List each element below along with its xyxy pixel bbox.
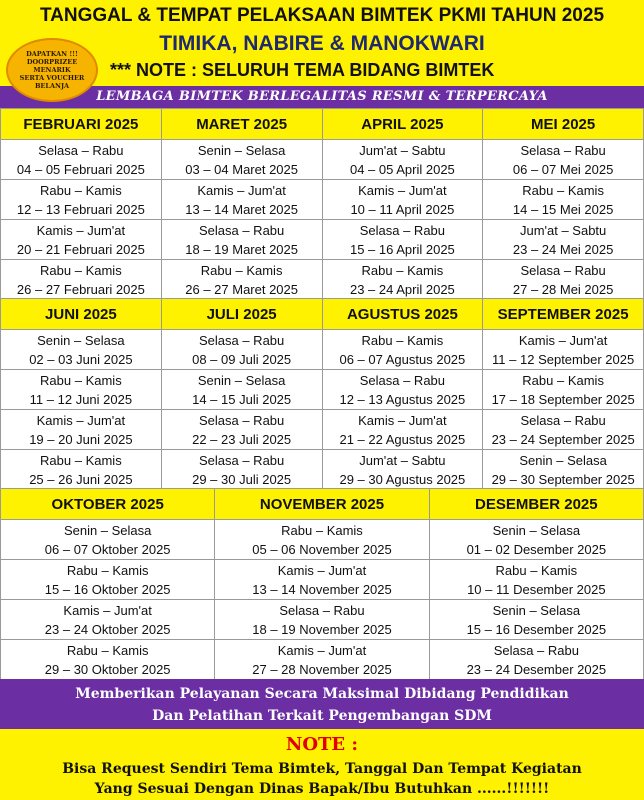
schedule-cell [483, 260, 644, 300]
slot-dates: 10 – 11 April 2025 [350, 201, 455, 217]
slot-days: Selasa – Rabu [520, 262, 606, 278]
month-header: SEPTEMBER 2025 [483, 299, 644, 330]
schedule-cell [322, 330, 483, 370]
slot-dates: 21 – 22 Agustus 2025 [339, 431, 466, 447]
schedule-cell [161, 260, 322, 300]
slot-dates: 29 – 30 September 2025 [491, 471, 635, 487]
slot-dates: 18 – 19 November 2025 [252, 621, 392, 637]
slot-days: Selasa – Rabu [520, 142, 606, 158]
locations-title: TIMIKA, NABIRE & MANOKWARI [159, 32, 485, 55]
schedule-cell [161, 410, 322, 450]
schedule-cell [483, 180, 644, 220]
theme-note: *** NOTE : SELURUH TEMA BIDANG BIMTEK [110, 60, 495, 80]
slot-dates: 06 – 07 Agustus 2025 [339, 351, 466, 367]
slot-days: Kamis – Jum'at [358, 182, 447, 198]
table-row [1, 640, 644, 680]
schedule-cell [161, 330, 322, 370]
month-header: NOVEMBER 2025 [215, 489, 429, 520]
schedule-cell [1, 560, 215, 600]
slot-dates: 03 – 04 Maret 2025 [185, 161, 298, 177]
month-header: DESEMBER 2025 [429, 489, 643, 520]
slot-days: Selasa – Rabu [520, 412, 606, 428]
schedule-cell [161, 140, 322, 180]
slot-dates: 08 – 09 Juli 2025 [192, 351, 292, 367]
slot-dates: 04 – 05 Februari 2025 [16, 161, 145, 177]
slot-dates: 11 – 12 Juni 2025 [29, 391, 133, 407]
slot-days: Rabu – Kamis [66, 642, 149, 658]
schedule-cell [1, 260, 162, 300]
schedule-cell [322, 140, 483, 180]
slot-days: Kamis – Jum'at [277, 562, 367, 578]
month-header: JUNI 2025 [1, 299, 162, 330]
schedule-cell [215, 640, 429, 680]
slot-dates: 01 – 02 Desember 2025 [466, 541, 607, 557]
schedule-cell [161, 370, 322, 410]
slot-dates: 15 – 16 Desember 2025 [466, 621, 607, 637]
schedule-cell [483, 410, 644, 450]
slot-dates: 12 – 13 Agustus 2025 [339, 391, 466, 407]
month-header: AGUSTUS 2025 [322, 299, 483, 330]
note-text [0, 759, 644, 799]
badge-line: BELANJA [34, 82, 70, 90]
slot-days: Rabu – Kamis [40, 182, 122, 198]
slot-days: Selasa – Rabu [279, 602, 365, 618]
table-row [1, 140, 644, 180]
slot-days: Rabu – Kamis [66, 562, 149, 578]
slot-dates: 06 – 07 Mei 2025 [512, 161, 614, 177]
slot-days: Senin – Selasa [519, 452, 607, 468]
slot-dates: 14 – 15 Mei 2025 [512, 201, 614, 217]
badge-line: DAPATKAN !!! [26, 50, 78, 58]
month-header: MEI 2025 [483, 109, 644, 140]
slot-days: Jum'at – Sabtu [519, 222, 607, 238]
slot-days: Senin – Selasa [492, 602, 581, 618]
slot-days: Senin – Selasa [197, 142, 286, 158]
schedule-cell [322, 370, 483, 410]
table-row [1, 180, 644, 220]
table-row [1, 260, 644, 300]
slot-dates: 23 – 24 September 2025 [491, 431, 635, 447]
service-line: Dan Pelatihan Terkait Pengembangan SDM [152, 708, 492, 724]
schedule-cell [161, 220, 322, 260]
schedule-cell [1, 180, 162, 220]
slot-days: Selasa – Rabu [198, 222, 285, 238]
schedule-cell [322, 220, 483, 260]
slot-days: Kamis – Jum'at [197, 182, 286, 198]
slot-dates: 17 – 18 September 2025 [491, 391, 635, 407]
table-row [1, 220, 644, 260]
slot-dates: 27 – 28 November 2025 [252, 661, 392, 677]
schedule-cell [1, 370, 162, 410]
schedule-cell [1, 450, 162, 490]
slot-days: Selasa – Rabu [198, 452, 285, 468]
schedule-cell [429, 560, 643, 600]
month-header: JULI 2025 [161, 299, 322, 330]
schedule-cell [483, 370, 644, 410]
table-row [1, 560, 644, 600]
slot-days: Rabu – Kamis [522, 182, 604, 198]
slot-dates: 05 – 06 November 2025 [252, 541, 392, 557]
slot-days: Rabu – Kamis [361, 332, 444, 348]
slot-dates: 29 – 30 Juli 2025 [192, 471, 292, 487]
slot-dates: 18 – 19 Maret 2025 [185, 241, 298, 257]
slot-dates: 11 – 12 September 2025 [492, 351, 635, 367]
slot-days: Kamis – Jum'at [277, 642, 367, 658]
slot-days: Kamis – Jum'at [36, 412, 126, 428]
slot-dates: 29 – 30 Agustus 2025 [339, 471, 466, 487]
slot-dates: 04 – 05 April 2025 [349, 161, 455, 177]
slot-days: Rabu – Kamis [495, 562, 578, 578]
slot-days: Senin – Selasa [37, 332, 125, 348]
service-banner [0, 679, 644, 729]
schedule-cell [215, 560, 429, 600]
slot-days: Selasa – Rabu [493, 642, 579, 658]
slot-days: Rabu – Kamis [40, 372, 122, 388]
schedule-cell [483, 450, 644, 490]
slot-dates: 23 – 24 Mei 2025 [512, 241, 614, 257]
slot-days: Rabu – Kamis [522, 372, 604, 388]
slot-dates: 13 – 14 November 2025 [252, 581, 392, 597]
schedule-cell [1, 220, 162, 260]
schedule-cell [1, 410, 162, 450]
note-section [0, 729, 644, 800]
slot-dates: 23 – 24 April 2025 [349, 281, 455, 297]
table-row [1, 520, 644, 560]
note-line: Yang Sesuai Dengan Dinas Bapak/Ibu Butuhkan ......!!!!!!! [94, 781, 550, 797]
table-row [1, 600, 644, 640]
slot-dates: 15 – 16 April 2025 [349, 241, 455, 257]
schedule-cell [161, 450, 322, 490]
slot-days: Jum'at – Sabtu [359, 452, 446, 468]
schedule-cell [1, 600, 215, 640]
schedule-cell [483, 330, 644, 370]
month-header: MARET 2025 [161, 109, 322, 140]
month-header: FEBRUARI 2025 [1, 109, 162, 140]
slot-dates: 23 – 24 Desember 2025 [466, 661, 607, 677]
schedule-table-feb-may [0, 108, 644, 300]
note-line: Bisa Request Sendiri Tema Bimtek, Tanggal Dan Tempat Kegiatan [62, 761, 582, 777]
slot-days: Rabu – Kamis [200, 262, 283, 278]
doorprize-badge [6, 38, 98, 102]
table-row [1, 410, 644, 450]
schedule-cell [322, 450, 483, 490]
schedule-cell [161, 180, 322, 220]
schedule-cell [1, 140, 162, 180]
badge-line: SERTA VOUCHER [19, 74, 85, 82]
slot-dates: 23 – 24 Oktober 2025 [44, 621, 171, 637]
schedule-cell [322, 180, 483, 220]
slot-dates: 26 – 27 Maret 2025 [185, 281, 298, 297]
slot-dates: 26 – 27 Februari 2025 [16, 281, 145, 297]
slot-dates: 10 – 11 Desember 2025 [467, 581, 606, 597]
schedule-cell [322, 410, 483, 450]
slot-days: Rabu – Kamis [40, 452, 122, 468]
slot-days: Selasa – Rabu [198, 412, 285, 428]
slot-dates: 14 – 15 Juli 2025 [192, 391, 292, 407]
slot-dates: 13 – 14 Maret 2025 [185, 201, 298, 217]
legality-banner: LEMBAGA BIMTEK BERLEGALITAS RESMI & TERPERCAYA [0, 86, 644, 108]
badge-line: MENARIK [33, 66, 71, 74]
slot-days: Kamis – Jum'at [63, 602, 152, 618]
slot-days: Selasa – Rabu [38, 142, 124, 158]
slot-days: Selasa – Rabu [359, 222, 446, 238]
slot-dates: 02 – 03 Juni 2025 [29, 351, 133, 367]
table-row [1, 330, 644, 370]
schedule-cell [1, 330, 162, 370]
schedule-cell [483, 220, 644, 260]
slot-days: Senin – Selasa [63, 522, 152, 538]
schedule-cell [429, 640, 643, 680]
slot-days: Kamis – Jum'at [358, 412, 447, 428]
slot-dates: 12 – 13 Februari 2025 [16, 201, 145, 217]
slot-dates: 20 – 21 Februari 2025 [16, 241, 145, 257]
slot-days: Senin – Selasa [492, 522, 581, 538]
schedule-cell [483, 140, 644, 180]
slot-dates: 15 – 16 Oktober 2025 [44, 581, 171, 597]
slot-days: Senin – Selasa [197, 372, 286, 388]
slot-days: Rabu – Kamis [361, 262, 444, 278]
slot-dates: 29 – 30 Oktober 2025 [44, 661, 171, 677]
table-row [1, 370, 644, 410]
month-header: APRIL 2025 [322, 109, 483, 140]
schedule-cell [429, 520, 643, 560]
slot-dates: 25 – 26 Juni 2025 [29, 471, 133, 487]
schedule-table-jun-sep [0, 298, 644, 490]
schedule-cell [429, 600, 643, 640]
slot-days: Selasa – Rabu [198, 332, 285, 348]
schedule-cell [215, 520, 429, 560]
page-title: TANGGAL & TEMPAT PELAKSAAN BIMTEK PKMI TAHUN 2025 [39, 5, 605, 26]
slot-days: Jum'at – Sabtu [359, 142, 446, 158]
schedule-cell [1, 640, 215, 680]
note-label: NOTE : [285, 734, 359, 755]
slot-days: Kamis – Jum'at [518, 332, 608, 348]
badge-line: DOORPRIZEE [26, 58, 78, 66]
slot-days: Selasa – Rabu [359, 372, 446, 388]
slot-dates: 19 – 20 Juni 2025 [29, 431, 133, 447]
slot-dates: 06 – 07 Oktober 2025 [44, 541, 171, 557]
slot-days: Kamis – Jum'at [36, 222, 126, 238]
table-row [1, 450, 644, 490]
schedule-cell [322, 260, 483, 300]
slot-dates: 22 – 23 Juli 2025 [192, 431, 292, 447]
schedule-table-oct-dec [0, 488, 644, 680]
service-line: Memberikan Pelayanan Secara Maksimal Dibidang Pendidikan [75, 686, 569, 702]
slot-days: Rabu – Kamis [281, 522, 363, 538]
slot-dates: 27 – 28 Mei 2025 [512, 281, 614, 297]
schedule-cell [215, 600, 429, 640]
month-header: OKTOBER 2025 [1, 489, 215, 520]
slot-days: Rabu – Kamis [40, 262, 122, 278]
schedule-cell [1, 520, 215, 560]
